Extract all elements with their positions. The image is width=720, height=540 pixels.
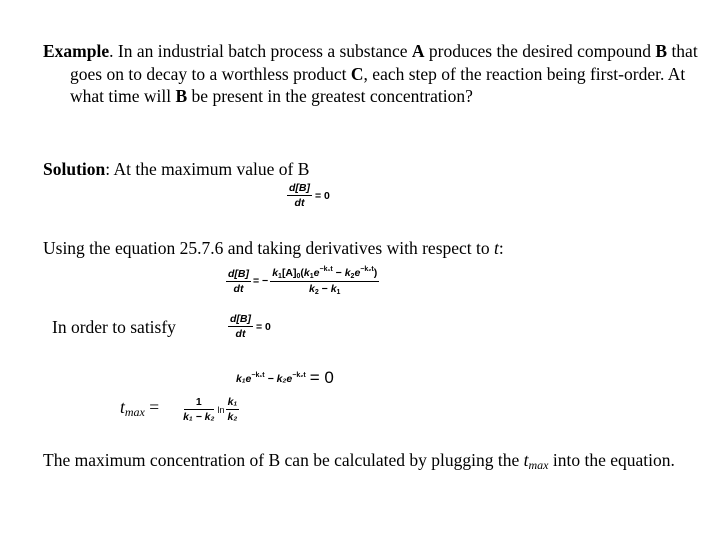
example-label: Example <box>43 41 110 61</box>
conclusion-paragraph: The maximum concentration of B can be calculated by plugging the tmax into the equation. <box>43 450 675 472</box>
example-paragraph: Example. In an industrial batch process a substance A produces the desired compound B that goes on to decay to a worthless product C, each step of the reaction being first-order. At what time will B be present in the greatest concentration? <box>43 41 698 106</box>
solution-label: Solution <box>43 159 106 179</box>
using-equation-line: Using the equation 25.7.6 and taking derivatives with respect to t: <box>43 238 504 258</box>
equation-rate-balance: $k_1e^{-k_1t} - k_2e^{-k_2t}$ = 0 <box>236 368 334 387</box>
equation-dB-dt-zero: $\frac{d[B]}{dt}$ = 0 <box>289 182 330 209</box>
equation-dB-dt-zero-2: $\frac{d[B]}{dt}$ = 0 <box>230 313 271 340</box>
equation-derivative-B: $\frac{d[B]}{dt}$ = − $\frac{k_1[A]_0(k_1e^{-k_1t} - k_2e^{-k_2t})}{k_2 - k_1}$ <box>228 266 378 296</box>
in-order-line: In order to satisfy <box>52 317 176 337</box>
solution-line: Solution: At the maximum value of B <box>43 159 310 179</box>
equation-tmax: tmax = $\frac{1}{\text{k₁ − k₂}}$ ln $\frac{\text{k₁}}{\text{k₂}}$ <box>120 396 238 424</box>
